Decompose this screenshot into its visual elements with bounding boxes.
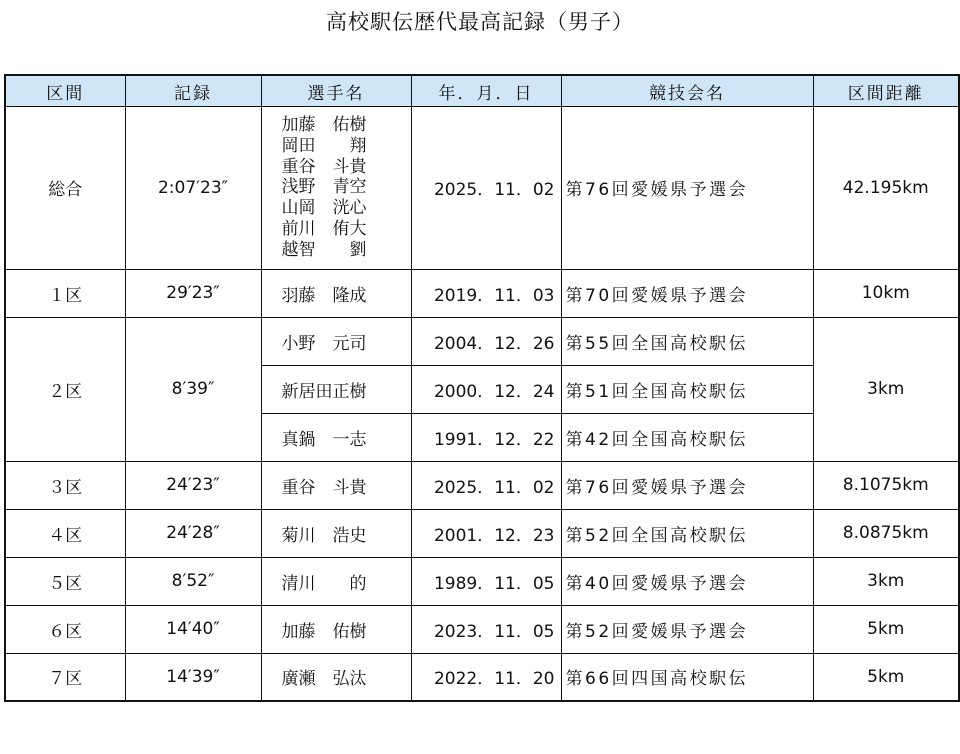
competition-cell: 第52回愛媛県予選会 [561,605,813,653]
table-row [5,107,959,270]
header-competition: 競技会名 [561,75,813,107]
date-cell: 2025．11．02 [411,107,561,270]
athlete-cell: 加藤 佑樹 [261,605,411,653]
competition-cell: 第51回全国高校駅伝 [561,365,813,413]
record-cell: 2:07′23″ [125,107,261,270]
athlete-name: 山岡 洸心 [281,198,367,219]
athlete-cell: 重谷 斗貴 [261,461,411,509]
athlete-name: 岡田 翔 [281,135,367,156]
header-section: 区間 [5,75,125,107]
section-cell: ５区 [5,557,125,605]
athlete-cell: 菊川 浩史 [261,509,411,557]
distance-cell: 42.195km [813,107,959,270]
athlete-list-cell [261,107,411,270]
table-row [5,461,959,509]
header-record: 記録 [125,75,261,107]
page-title: 高校駅伝歴代最高記録（男子） [326,10,634,34]
athlete-name: 浅野 青空 [281,177,367,198]
record-cell: 8′52″ [125,557,261,605]
athlete-name: 加藤 佑樹 [281,115,367,135]
athlete-cell: 廣瀬 弘汰 [261,653,411,701]
table-row [5,557,959,605]
section-cell: ７区 [5,653,125,701]
distance-cell: 3km [813,557,959,605]
date-cell: 2004．12．26 [411,317,561,365]
section-cell: １区 [5,269,125,317]
record-cell: 24′28″ [125,509,261,557]
competition-cell: 第66回四国高校駅伝 [561,653,813,701]
record-cell: 29′23″ [125,269,261,317]
athlete-cell: 小野 元司 [261,317,411,365]
distance-cell: 8.1075km [813,461,959,509]
date-cell: 2022．11．20 [411,653,561,701]
header-date: 年．月．日 [411,75,561,107]
record-cell: 14′39″ [125,653,261,701]
date-cell: 1989．11．05 [411,557,561,605]
distance-cell: 5km [813,653,959,701]
header-athlete: 選手名 [261,75,411,107]
athlete-cell: 新居田正樹 [261,365,411,413]
section-cell: ２区 [5,317,125,461]
competition-cell: 第42回全国高校駅伝 [561,413,813,461]
record-cell: 14′40″ [125,605,261,653]
date-cell: 2000．12．24 [411,365,561,413]
date-cell: 2001．12．23 [411,509,561,557]
section-cell: ３区 [5,461,125,509]
distance-cell: 10km [813,269,959,317]
date-cell: 2019．11．03 [411,269,561,317]
table-row [5,317,959,365]
distance-cell: 5km [813,605,959,653]
section-cell: ４区 [5,509,125,557]
record-cell: 8′39″ [125,317,261,461]
competition-cell: 第52回全国高校駅伝 [561,509,813,557]
table-row [5,269,959,317]
header-distance: 区間距離 [813,75,959,107]
distance-cell: 3km [813,317,959,461]
date-cell: 2025．11．02 [411,461,561,509]
athlete-name: 前川 侑大 [281,218,367,239]
table-row [5,509,959,557]
competition-cell: 第76回愛媛県予選会 [561,107,813,270]
athlete-name: 越智 劉 [281,239,367,260]
table-row [5,653,959,701]
section-cell: 総合 [5,107,125,270]
athlete-cell: 清川 的 [261,557,411,605]
competition-cell: 第76回愛媛県予選会 [561,461,813,509]
date-cell: 1991．12．22 [411,413,561,461]
athlete-cell: 羽藤 隆成 [261,269,411,317]
athlete-name: 重谷 斗貴 [281,156,367,177]
athlete-cell: 真鍋 一志 [261,413,411,461]
records-table [4,74,960,702]
competition-cell: 第70回愛媛県予選会 [561,269,813,317]
competition-cell: 第55回全国高校駅伝 [561,317,813,365]
section-cell: ６区 [5,605,125,653]
competition-cell: 第40回愛媛県予選会 [561,557,813,605]
table-row [5,605,959,653]
distance-cell: 8.0875km [813,509,959,557]
header-row [5,75,959,107]
date-cell: 2023．11．05 [411,605,561,653]
record-cell: 24′23″ [125,461,261,509]
